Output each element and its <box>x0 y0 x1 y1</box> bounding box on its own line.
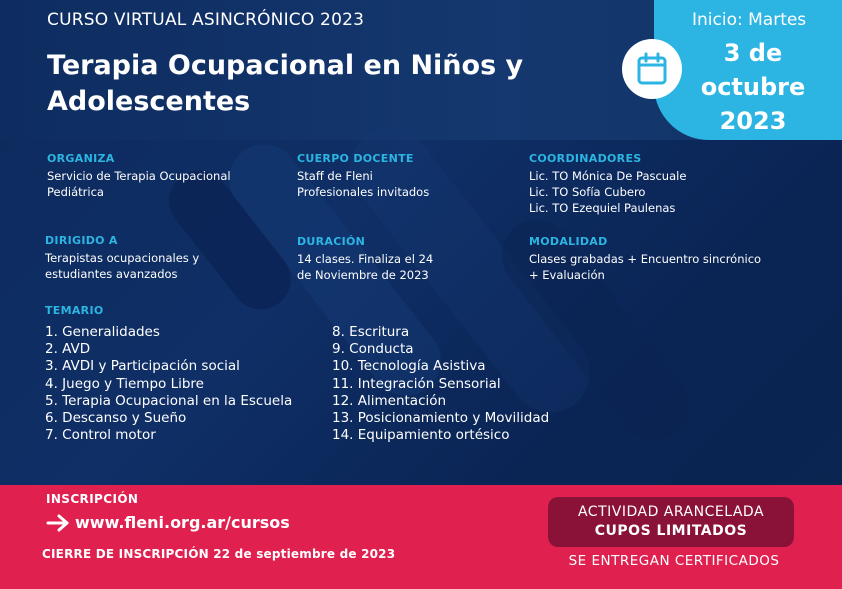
section-text: Clases grabadas + Encuentro sincrónico <box>529 252 762 266</box>
limited-seats-label: CUPOS LIMITADOS <box>594 523 748 539</box>
coordinadores-section <box>529 152 686 216</box>
temario-item: 12. Alimentación <box>332 392 447 409</box>
fee-badge <box>548 497 794 547</box>
section-text: + Evaluación <box>529 268 605 282</box>
inscripcion-label: INSCRIPCIÓN <box>46 492 139 506</box>
start-date-line: 2023 <box>719 107 787 135</box>
section-text: Pediátrica <box>47 185 104 199</box>
temario-item: 11. Integración Sensorial <box>332 375 501 392</box>
start-date-line: 3 de <box>723 39 783 67</box>
temario-heading <box>45 304 104 320</box>
section-text: Lic. TO Mónica De Pascuale <box>529 169 687 183</box>
section-text: Staff de Fleni <box>297 169 373 183</box>
section-text: Terapistas ocupacionales y <box>45 251 200 265</box>
section-label: ORGANIZA <box>47 152 115 165</box>
section-text: de Noviembre de 2023 <box>297 268 429 282</box>
temario-item: 5. Terapia Ocupacional en la Escuela <box>45 392 293 409</box>
temario-item: 3. AVDI y Participación social <box>45 358 240 375</box>
section-text: estudiantes avanzados <box>45 267 178 281</box>
section-text: 14 clases. Finaliza el 24 <box>297 252 434 266</box>
dirigido-section <box>45 234 199 282</box>
temario-item: 6. Descanso y Sueño <box>45 410 187 427</box>
course-title: Terapia Ocupacional en Niños y Adolescentes <box>47 50 524 117</box>
modalidad-section <box>529 235 761 283</box>
registration-link[interactable]: www.fleni.org.ar/cursos <box>75 513 290 532</box>
section-label: TEMARIO <box>45 304 104 317</box>
temario-column-1 <box>45 324 292 444</box>
course-type: CURSO VIRTUAL ASINCRÓNICO 2023 <box>47 10 365 30</box>
fee-label: ACTIVIDAD ARANCELADA <box>577 504 765 520</box>
temario-item: 7. Control motor <box>45 427 156 444</box>
temario-item: 14. Equipamiento ortésico <box>332 427 510 444</box>
cuerpo-docente-section <box>297 152 429 200</box>
temario-column-2 <box>332 324 549 444</box>
arrow-right-icon <box>46 513 70 533</box>
temario-item: 4. Juego y Tiempo Libre <box>45 375 204 392</box>
start-day-label: Inicio: Martes <box>692 10 807 30</box>
section-text: Lic. TO Ezequiel Paulenas <box>529 201 676 215</box>
section-text: Profesionales invitados <box>297 185 430 199</box>
temario-item: 1. Generalidades <box>45 324 160 340</box>
registration-deadline: CIERRE DE INSCRIPCIÓN 22 de septiembre de 2023 <box>42 547 396 561</box>
duracion-section <box>297 235 433 283</box>
section-text: Lic. TO Sofía Cubero <box>529 185 646 199</box>
section-label: DIRIGIDO A <box>45 234 118 247</box>
temario-item: 8. Escritura <box>332 324 410 340</box>
section-label: DURACIÓN <box>297 235 366 248</box>
organiza-section <box>47 152 231 200</box>
temario-item: 10. Tecnología Asistiva <box>332 358 486 375</box>
section-label: CUERPO DOCENTE <box>297 152 414 165</box>
temario-item: 13. Posicionamiento y Movilidad <box>332 410 550 427</box>
section-label: COORDINADORES <box>529 152 642 165</box>
temario-item: 2. AVD <box>45 341 91 358</box>
certificates-note: SE ENTREGAN CERTIFICADOS <box>568 553 780 569</box>
calendar-icon <box>622 39 682 99</box>
temario-item: 9. Conducta <box>332 341 414 358</box>
section-label: MODALIDAD <box>529 235 608 248</box>
start-date-line: octubre <box>700 73 806 101</box>
section-text: Servicio de Terapia Ocupacional <box>47 169 231 183</box>
start-date <box>694 36 812 138</box>
